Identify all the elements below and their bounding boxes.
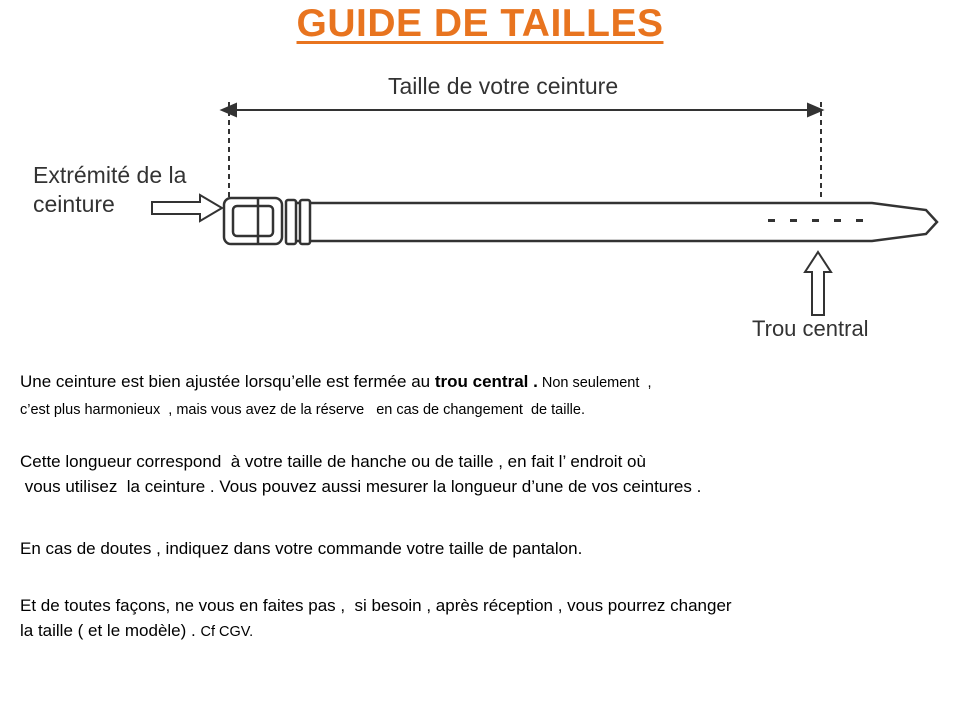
belt-end-arrow-icon [152, 195, 222, 221]
fit-note: Non seulement , [537, 375, 652, 391]
belt-end-label-line1: Extrémité de la [33, 162, 187, 188]
measure-label: Taille de votre ceinture [388, 73, 619, 99]
central-hole-label: Trou central [752, 316, 869, 341]
change-line1: Et de toutes façons, ne vous en faites pas , si besoin , après réception , vous pourrez changer [20, 596, 732, 615]
belt-icon [224, 198, 937, 244]
measure-arrow [222, 104, 822, 116]
fit-note-line2: c’est plus harmonieux , mais vous avez de la réserve en cas de changement de taille. [20, 402, 585, 418]
central-hole-bold: trou central . [434, 372, 538, 391]
belt-end-label-line2: ceinture [33, 191, 115, 217]
paragraph-fit [20, 369, 950, 423]
length-line1: Cette longueur correspond à votre taille de hanche ou de taille , en fait l’ endroit où [20, 452, 646, 471]
length-line2: vous utilisez la ceinture . Vous pouvez aussi mesurer la longueur d’une de vos ceintures . [20, 477, 702, 496]
change-line2: la taille ( et le modèle) . [20, 621, 201, 640]
fit-text: Une ceinture est bien ajustée lorsqu’elle est fermée au [20, 372, 435, 391]
page-title: GUIDE DE TAILLES [296, 2, 664, 45]
paragraph-length [20, 449, 950, 499]
doubt-line: En cas de doutes , indiquez dans votre commande votre taille de pantalon. [20, 539, 583, 558]
belt-size-diagram [0, 0, 960, 350]
paragraph-change [20, 593, 950, 645]
cgv-link: Cf CGV. [200, 624, 254, 640]
central-hole-arrow-icon [805, 252, 831, 315]
paragraph-doubt [20, 536, 950, 561]
